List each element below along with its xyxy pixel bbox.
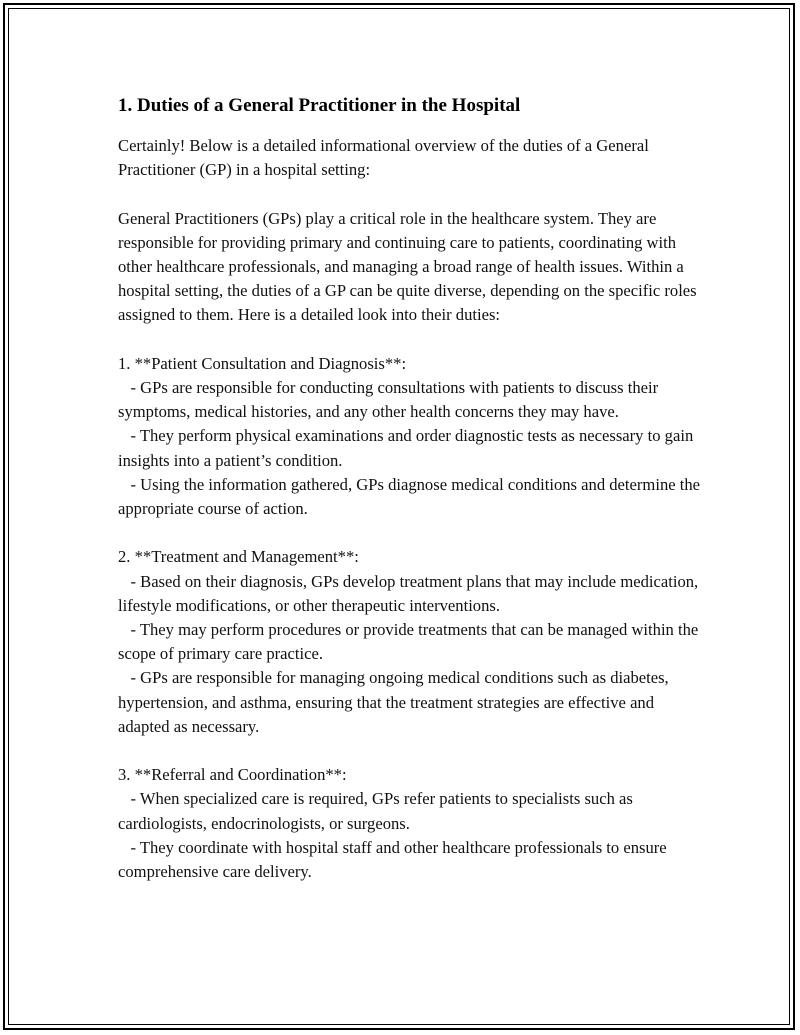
duty-section-referral <box>118 763 708 884</box>
duty-point: - GPs are responsible for conducting consultations with patients to discuss their symptoms, medical histories, and any other health concerns they may have. <box>118 378 663 422</box>
duty-point: - Based on their diagnosis, GPs develop treatment plans that may include medication, lifestyle modifications, or other therapeutic interventions. <box>118 571 703 615</box>
paragraph-gap <box>118 328 708 352</box>
paragraph-gap <box>118 739 708 763</box>
duty-point: - GPs are responsible for managing ongoing medical conditions such as diabetes, hypertension, and asthma, ensuring that the treatment strategies are effective and adapted as necessary. <box>118 668 673 736</box>
duty-point: - Using the information gathered, GPs diagnose medical conditions and determine the appropriate course of action. <box>118 474 705 519</box>
overview-paragraph: General Practitioners (GPs) play a critical role in the healthcare system. They are responsible for providing primary and continuing care to patients, coordinating with other healthcare professionals, and managing a broad range of health issues. Within a hospital setting, the duties of a GP can be quite diverse, depending on the specific roles assigned to them. Here is a detailed look into their duties: <box>118 208 701 325</box>
duty-title: 1. **Patient Consultation and Diagnosis**: <box>118 353 407 373</box>
duty-title: 3. **Referral and Coordination**: <box>118 765 347 785</box>
duty-point: - They coordinate with hospital staff and other healthcare professionals to ensure comprehensive care delivery. <box>118 837 671 882</box>
duty-point: - They perform physical examinations and order diagnostic tests as necessary to gain insights into a patient’s condition. <box>118 426 698 470</box>
duty-point: - They may perform procedures or provide treatments that can be managed within the scope of primary care practice. <box>118 620 703 664</box>
paragraph-gap <box>118 521 708 545</box>
section-heading: 1. Duties of a General Practitioner in the Hospital <box>118 95 521 116</box>
duty-section-consultation <box>118 352 708 521</box>
duty-point: - When specialized care is required, GPs refer patients to specialists such as cardiologists, endocrinologists, or surgeons. <box>118 789 638 833</box>
document-body <box>118 92 708 884</box>
duty-section-treatment <box>118 545 708 739</box>
duty-title: 2. **Treatment and Management**: <box>118 547 359 567</box>
paragraph-gap <box>118 182 708 206</box>
intro-paragraph: Certainly! Below is a detailed informational overview of the duties of a General Practitioner (GP) in a hospital setting: <box>118 136 653 180</box>
